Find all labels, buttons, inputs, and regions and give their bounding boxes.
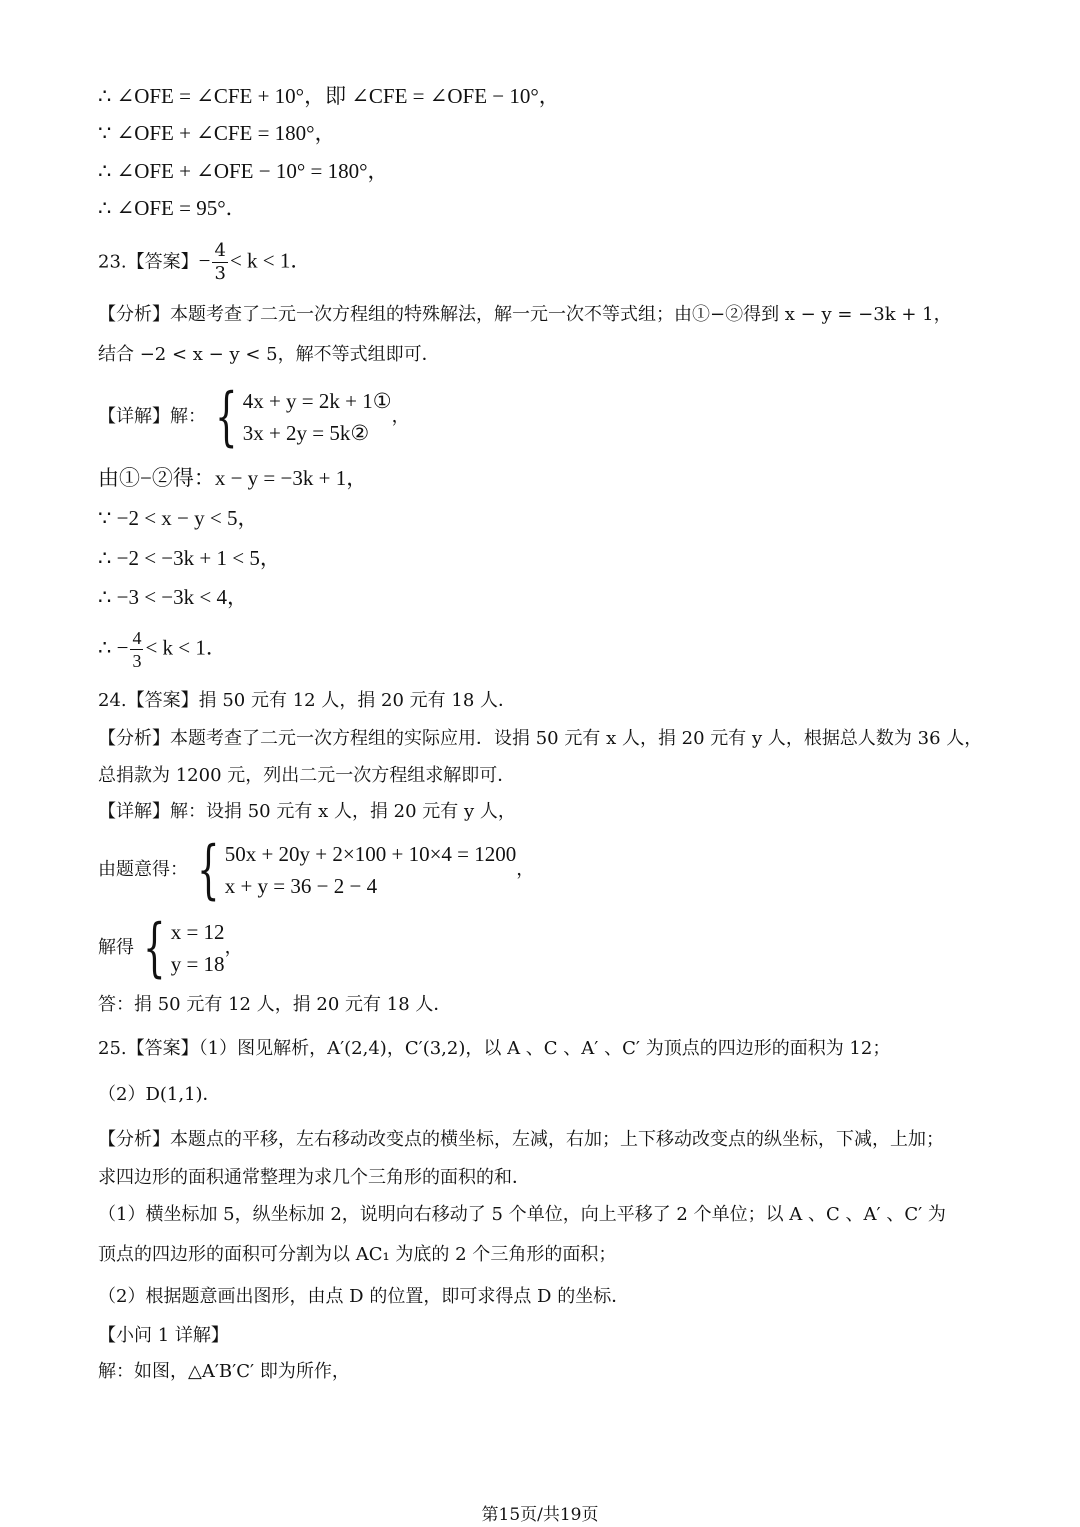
- equation-row: y = 18: [170, 952, 225, 976]
- detail-label: 【详解】解：: [98, 406, 206, 427]
- equation-system: [206, 380, 392, 454]
- q25-part2: （2）根据题意画出图形，由点 D 的位置，即可求得点 D 的坐标．: [98, 1286, 630, 1307]
- equation-row: x + y = 36 − 2 − 4: [224, 874, 378, 898]
- q23-detail: [98, 380, 410, 454]
- q24-detail: 【详解】解：设捐 50 元有 x 人，捐 20 元有 y 人，: [98, 801, 516, 822]
- q24-analysis: 总捐款为 1200 元，列出二元一次方程组求解即可．: [98, 765, 516, 786]
- q23-analysis: 【分析】本题考查了二元一次方程组的特殊解法，解一元一次不等式组；由①−②得到 x − y = −3k + 1，: [98, 304, 952, 325]
- inequality: < k < 1．: [145, 635, 227, 660]
- q24-equations: [98, 833, 535, 907]
- fraction-denominator: 3: [214, 263, 226, 284]
- equation-row: 3x + 2y = 5k②: [242, 421, 370, 445]
- therefore-minus: ∴ −: [98, 635, 129, 660]
- answer-label: 23.【答案】: [98, 251, 199, 273]
- fraction-denominator: 3: [132, 651, 142, 671]
- brace-icon: {: [143, 911, 166, 985]
- text-line: ∴ ∠OFE + ∠OFE − 10° = 180°，: [98, 159, 389, 183]
- brace-icon: {: [215, 380, 238, 454]
- minus-sign: −: [198, 248, 211, 273]
- equation-system: [188, 833, 517, 907]
- q25-analysis: 【分析】本题点的平移，左右移动改变点的横坐标，左减，右加；上下移动改变点的纵坐标，下减，上加；: [98, 1129, 944, 1150]
- punctuation: ，: [391, 406, 410, 427]
- step-line: [98, 627, 227, 672]
- text-line: ∵ ∠OFE + ∠CFE = 180°，: [98, 121, 336, 145]
- fraction: [130, 627, 143, 672]
- equation-row: x = 12: [170, 920, 225, 944]
- step-line: ∴ −3 < −3k < 4，: [98, 585, 248, 609]
- q25-analysis: 求四边形的面积通常整理为求几个三角形的面积的和．: [98, 1167, 530, 1188]
- solution-label: 解得: [98, 937, 134, 958]
- q24-final: 答：捐 50 元有 12 人，捐 20 元有 18 人．: [98, 994, 452, 1015]
- fraction-numerator: 4: [132, 628, 142, 648]
- q25-sub-text: 解：如图，△A′B′C′ 即为所作，: [98, 1361, 350, 1382]
- step-line: ∵ −2 < x − y < 5，: [98, 506, 259, 530]
- step-line: ∴ −2 < −3k + 1 < 5，: [98, 546, 281, 570]
- equation-label: 由题意得：: [98, 859, 188, 880]
- equation-row: 4x + y = 2k + 1①: [242, 389, 392, 413]
- punctuation: ，: [224, 937, 243, 958]
- q23-answer: [98, 240, 311, 285]
- text-line: ∴ ∠OFE = 95°．: [98, 196, 247, 220]
- q24-answer: 24.【答案】捐 50 元有 12 人，捐 20 元有 18 人．: [98, 690, 517, 711]
- brace-icon: {: [197, 833, 220, 907]
- answer-inequality: < k < 1．: [229, 248, 312, 273]
- fraction-numerator: 4: [214, 240, 226, 261]
- fraction: [212, 240, 227, 285]
- q25-answer: 25.【答案】（1）图见解析，A′(2,4)，C′(3,2)，以 A 、C 、A′ 、C′ 为顶点的四边形的面积为 12；: [98, 1038, 891, 1059]
- solution-system: [134, 911, 225, 985]
- q24-solution: [98, 911, 243, 985]
- punctuation: ，: [516, 859, 535, 880]
- q23-analysis: 结合 −2 < x − y < 5，解不等式组即可．: [98, 344, 440, 365]
- q25-sub-heading: 【小问 1 详解】: [98, 1325, 229, 1346]
- q25-answer: （2）D(1,1)．: [98, 1084, 221, 1105]
- page-number: 第15页/共19页: [481, 1505, 599, 1525]
- text-line: ∴ ∠OFE = ∠CFE + 10°，即 ∠CFE = ∠OFE − 10°，: [98, 84, 560, 108]
- q25-part1: （1）横坐标加 5，纵坐标加 2，说明向右移动了 5 个单位，向上平移了 2 个单位；以 A 、C 、A′ 、C′ 为: [98, 1204, 946, 1225]
- equation-row: 50x + 20y + 2×100 + 10×4 = 1200: [224, 842, 517, 866]
- step-line: 由①−②得：x − y = −3k + 1，: [98, 466, 368, 490]
- q25-part1: 顶点的四边形的面积可分割为以 AC₁ 为底的 2 个三角形的面积；: [98, 1244, 617, 1265]
- q24-analysis: 【分析】本题考查了二元一次方程组的实际应用．设捐 50 元有 x 人，捐 20 元有 y 人，根据总人数为 36 人，: [98, 728, 983, 749]
